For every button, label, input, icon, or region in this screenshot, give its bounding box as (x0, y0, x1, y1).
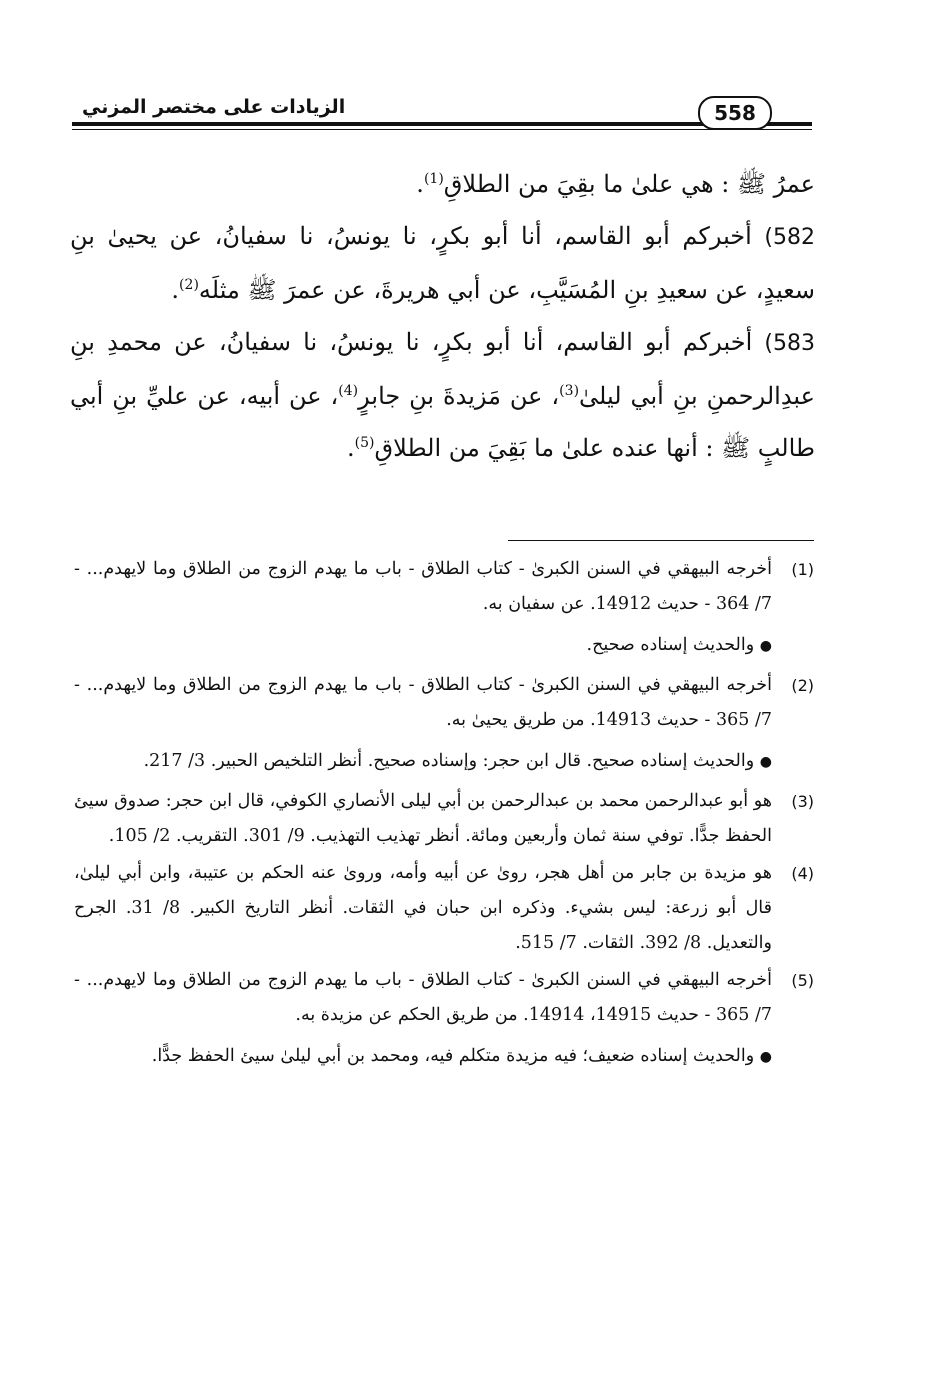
hadith-number: 583) (764, 331, 816, 356)
footnote-divider (508, 540, 814, 541)
page-header (72, 96, 812, 136)
footnote-5-grade: ● والحديث إسناده ضعيف؛ فيه مزيدة متكلم فيه، ومحمد بن أبي ليلىٰ سيئ الحفظ جدًّا. (151, 1046, 772, 1066)
footnote-ref: (4) (338, 383, 359, 399)
footnote-number: (2) (791, 676, 814, 695)
footnote-1-grade: ● والحديث إسناده صحيح. (586, 635, 772, 655)
main-text (70, 158, 815, 474)
bullet-icon: ● (759, 1049, 772, 1065)
bullet-icon: ● (759, 754, 772, 770)
footnote-1 (74, 552, 814, 622)
hadith-583: 583) أخبركم أبو القاسم، أنا أبو بكرٍ، نا يونسُ، نا سفيانُ، عن محمدِ بنِ عبدِالرحمنِ بنِ أبي ليلىٰ$^{(3)}$، عن مَزيدةَ بنِ جابرٍ$^{(4)}$، عن أبيه، عن عليِّ بنِ أبي طالبٍ ﷺ : أنها عنده علىٰ ما بَقِيَ من الطلاقِ$^{(5)}$. (70, 328, 816, 462)
footnote-text: أخرجه البيهقي في السنن الكبرىٰ - كتاب الطلاق - باب ما يهدم الزوج من الطلاق وما لايهدم... - 7/ 364 - حديث 14912. عن سفيان به. (74, 559, 772, 614)
footnote-number: (5) (791, 971, 814, 990)
footnote-5 (74, 963, 814, 1033)
hadith-582: 582) أخبركم أبو القاسم، أنا أبو بكرٍ، نا يونسُ، نا سفيانُ، عن يحيىٰ بنِ سعيدٍ، عن سعيدِ بنِ المُسَيَّبِ، عن أبي هريرةَ، عن عمرَ ﷺ مثلَه$^{(2)}$. (70, 222, 815, 304)
footnote-text: هو مزيدة بن جابر من أهل هجر، روىٰ عن أبيه وأمه، وروىٰ عنه الحكم بن عتيبة، وابن أبي ليلىٰ، قال أبو زرعة: ليس بشيء. وذكره ابن حبان في الثقات. أنظر التاريخ الكبير. 8/ 31. الجرح والتعديل. 8/ 392. الثقات. 7/ 515. (74, 863, 772, 953)
footnote-number: (1) (791, 560, 814, 579)
running-title: الزيادات على مختصر المزني (78, 96, 353, 118)
footnote-3 (74, 784, 814, 854)
footnote-ref: (3) (559, 383, 580, 399)
footnote-text: هو أبو عبدالرحمن محمد بن عبدالرحمن بن أبي ليلى الأنصاري الكوفي، قال ابن حجر: صدوق سيئ الحفظ جدًّا. توفي سنة ثمان وأربعين ومائة. أنظر تهذيب التهذيب. 9/ 301. التقريب. 2/ 105. (74, 791, 772, 846)
footnote-ref: (5) (354, 435, 375, 451)
footnote-text: أخرجه البيهقي في السنن الكبرىٰ - كتاب الطلاق - باب ما يهدم الزوج من الطلاق وما لايهدم... - 7/ 365 - حديث 14915، 14914. من طريق الحكم عن مزيدة به. (74, 970, 772, 1025)
footnote-2 (74, 668, 814, 738)
footnote-text: أخرجه البيهقي في السنن الكبرىٰ - كتاب الطلاق - باب ما يهدم الزوج من الطلاق وما لايهدم... - 7/ 365 - حديث 14913. من طريق يحيىٰ به. (74, 675, 772, 730)
footnote-4 (74, 856, 814, 961)
continuation-line: عمرُ ﷺ : هي علىٰ ما بقِيَ من الطلاقِ$^{(1)}$. (416, 170, 815, 198)
hadith-number: 582) (764, 225, 815, 250)
footnote-number: (4) (791, 864, 814, 883)
footnotes (74, 552, 814, 1079)
page-number: 558 (698, 96, 772, 130)
footnote-number: (3) (791, 792, 814, 811)
header-rule-thin (72, 129, 812, 130)
bullet-icon: ● (759, 638, 772, 654)
footnote-ref: (1) (423, 171, 444, 187)
footnote-ref: (2) (179, 277, 199, 293)
footnote-2-grade: ● والحديث إسناده صحيح. قال ابن حجر: وإسناده صحيح. أنظر التلخيص الحبير. 3/ 217. (143, 751, 772, 771)
